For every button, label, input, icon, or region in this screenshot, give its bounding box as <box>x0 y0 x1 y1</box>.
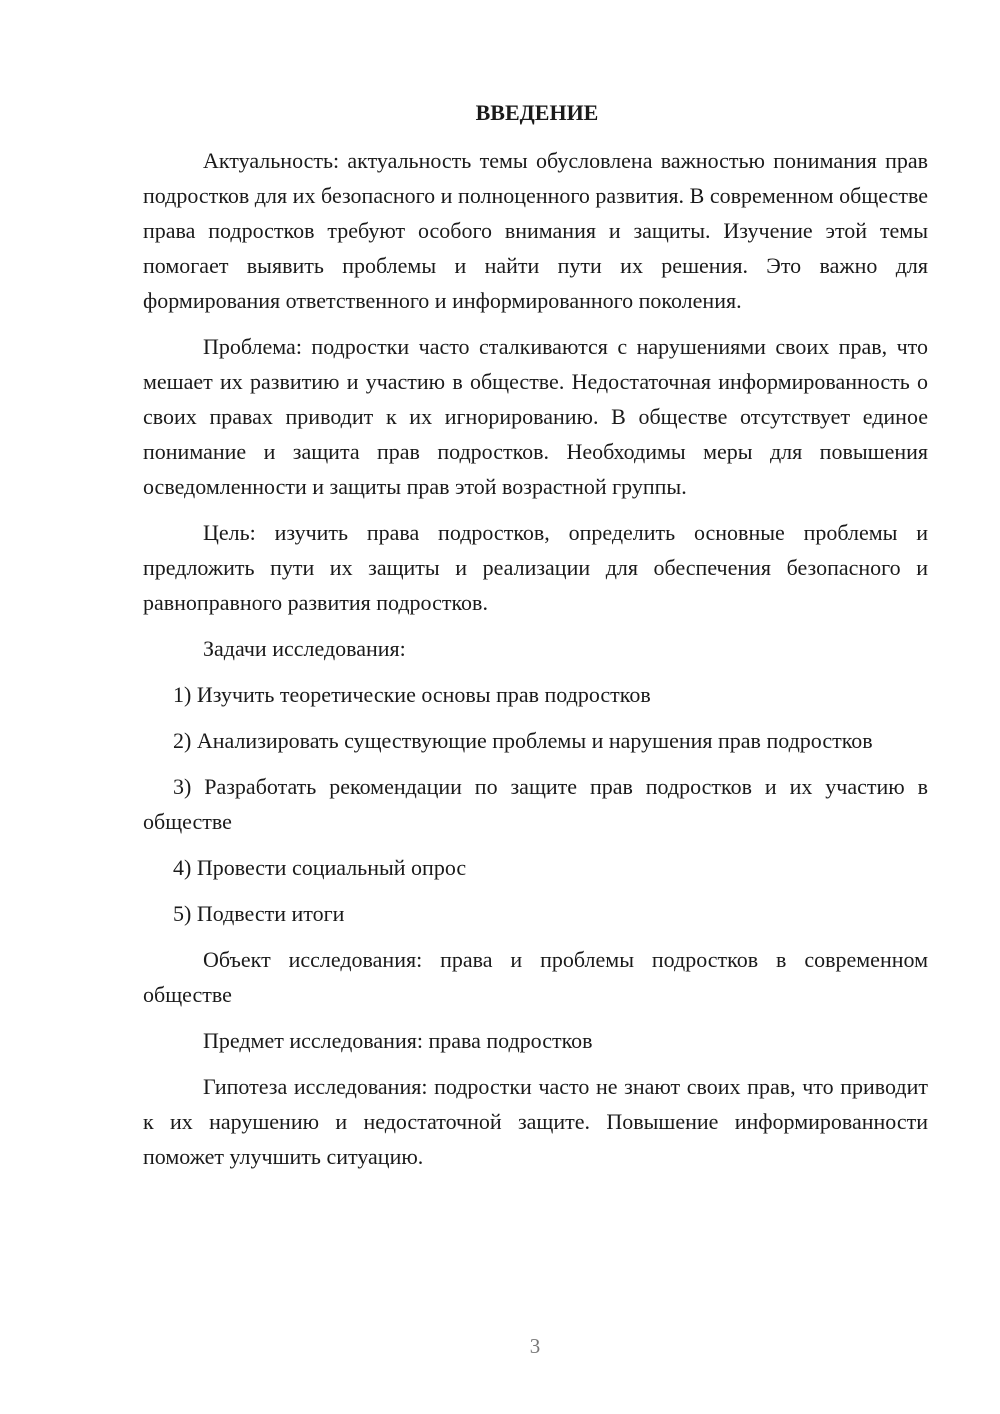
page-number: 3 <box>529 1334 541 1358</box>
paragraph-subject: Предмет исследования: права подростков <box>203 1028 593 1053</box>
task-item-4: 4) Провести социальный опрос <box>173 855 467 880</box>
document-page <box>143 95 928 1185</box>
paragraph-hypothesis: Гипотеза исследования: подростки часто не знают своих прав, что приводит к их нарушению и недостаточной защите. Повышение информированности поможет улучшить ситуацию. <box>143 1074 928 1169</box>
paragraph-relevance: Актуальность: актуальность темы обусловлена важностью понимания прав подростков для их безопасного и полноценного развития. В современном обществе права подростков требуют особого внимания и защиты. Изучение этой темы помогает выявить проблемы и найти пути их решения. Это важно для формирования ответственного и информированного поколения. <box>143 148 928 313</box>
task-item-3: 3) Разработать рекомендации по защите прав подростков и их участию в обществе <box>143 774 928 834</box>
tasks-heading: Задачи исследования: <box>203 636 406 661</box>
paragraph-object: Объект исследования: права и проблемы подростков в современном обществе <box>143 947 928 1007</box>
task-item-2: 2) Анализировать существующие проблемы и нарушения прав подростков <box>173 728 873 753</box>
section-title: ВВЕДЕНИЕ <box>475 100 599 125</box>
task-item-1: 1) Изучить теоретические основы прав подростков <box>173 682 651 707</box>
paragraph-problem: Проблема: подростки часто сталкиваются с нарушениями своих прав, что мешает их развитию и участию в обществе. Недостаточная информированность о своих правах приводит к их игнорированию. В обществе отсутствует единое понимание и защита прав подростков. Необходимы меры для повышения осведомленности и защиты прав этой возрастной группы. <box>143 334 928 499</box>
task-item-5: 5) Подвести итоги <box>173 901 345 926</box>
paragraph-goal: Цель: изучить права подростков, определить основные проблемы и предложить пути их защиты и реализации для обеспечения безопасного и равноправного развития подростков. <box>143 520 928 615</box>
